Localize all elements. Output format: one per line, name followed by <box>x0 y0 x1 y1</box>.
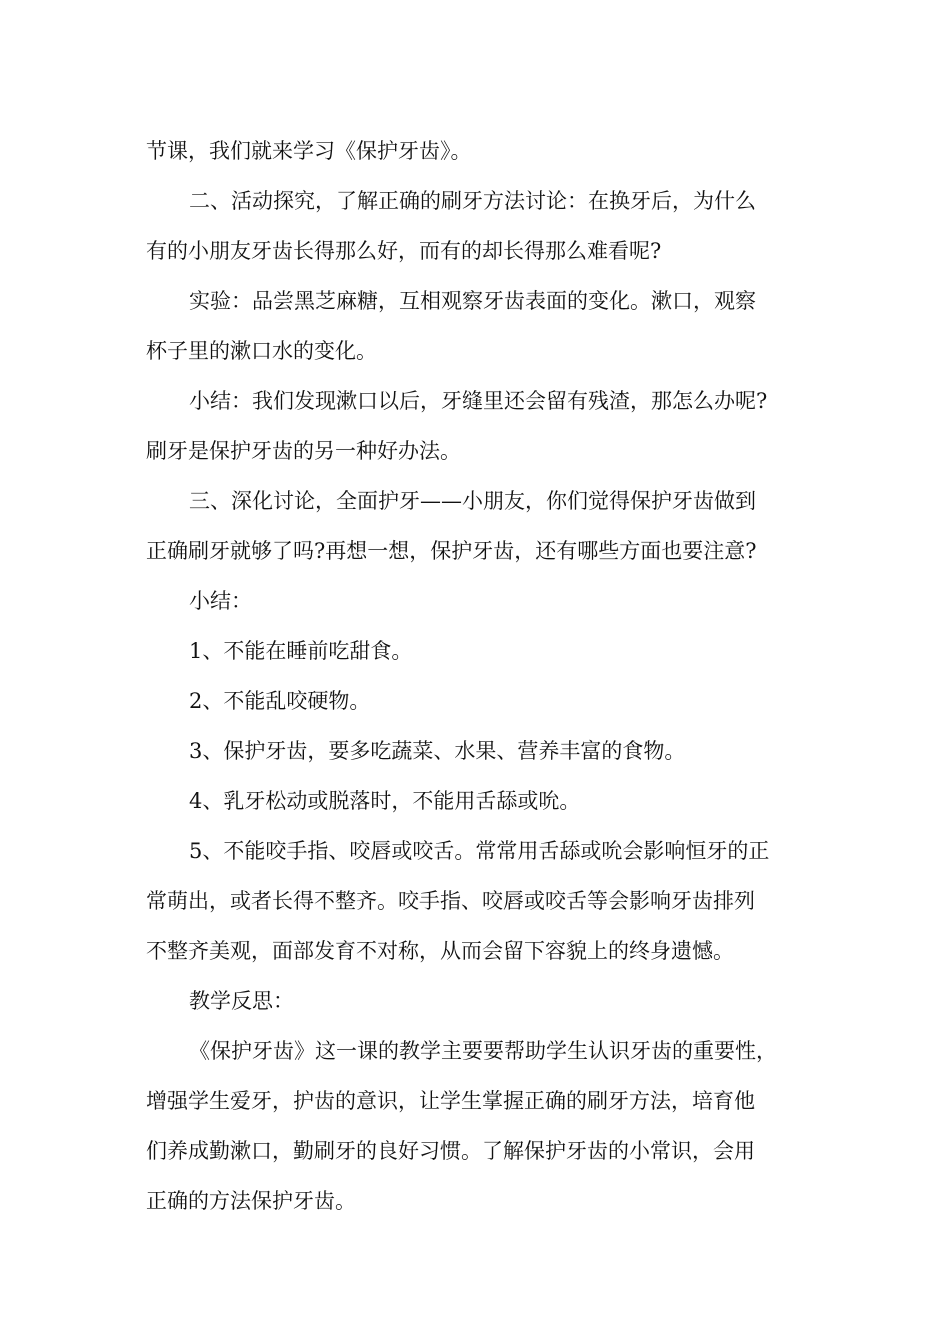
text-line: 《保护牙齿》这一课的教学主要要帮助学生认识牙齿的重要性， <box>189 1039 777 1063</box>
text-line: 们养成勤漱口，勤刷牙的良好习惯。了解保护牙齿的小常识，会用 <box>146 1139 755 1163</box>
text-line: 有的小朋友牙齿长得那么好，而有的却长得那么难看呢? <box>146 239 662 263</box>
list-item: 5、不能咬手指、咬唇或咬舌。常常用舌舔或吮会影响恒牙的正 <box>189 839 770 863</box>
text-line: 不整齐美观，面部发育不对称，从而会留下容貌上的终身遗憾。 <box>146 939 734 963</box>
text-line: 小结：我们发现漱口以后，牙缝里还会留有残渣，那怎么办呢? <box>189 389 768 413</box>
list-item: 2、不能乱咬硬物。 <box>189 689 371 713</box>
text-line: 二、活动探究，了解正确的刷牙方法讨论：在换牙后，为什么 <box>189 189 756 213</box>
section-heading: 教学反思： <box>189 989 294 1013</box>
text-line: 正确的方法保护牙齿。 <box>146 1189 356 1213</box>
text-line: 增强学生爱牙，护齿的意识，让学生掌握正确的刷牙方法，培育他 <box>146 1089 755 1113</box>
list-item: 1、不能在睡前吃甜食。 <box>189 639 413 663</box>
text-line: 杯子里的漱口水的变化。 <box>146 339 377 363</box>
list-item: 4、乳牙松动或脱落时，不能用舌舔或吮。 <box>189 789 581 813</box>
list-item: 3、保护牙齿，要多吃蔬菜、水果、营养丰富的食物。 <box>189 739 686 763</box>
text-line: 正确刷牙就够了吗?再想一想，保护牙齿，还有哪些方面也要注意? <box>146 539 757 563</box>
text-line: 刷牙是保护牙齿的另一种好办法。 <box>146 439 461 463</box>
text-line: 三、深化讨论，全面护牙——小朋友，你们觉得保护牙齿做到 <box>189 489 756 513</box>
text-line: 实验：品尝黑芝麻糖，互相观察牙齿表面的变化。漱口，观察 <box>189 289 756 313</box>
text-line: 小结： <box>189 589 252 613</box>
text-line: 常萌出，或者长得不整齐。咬手指、咬唇或咬舌等会影响牙齿排列 <box>146 889 755 913</box>
text-line: 节课，我们就来学习《保护牙齿》。 <box>146 139 472 163</box>
